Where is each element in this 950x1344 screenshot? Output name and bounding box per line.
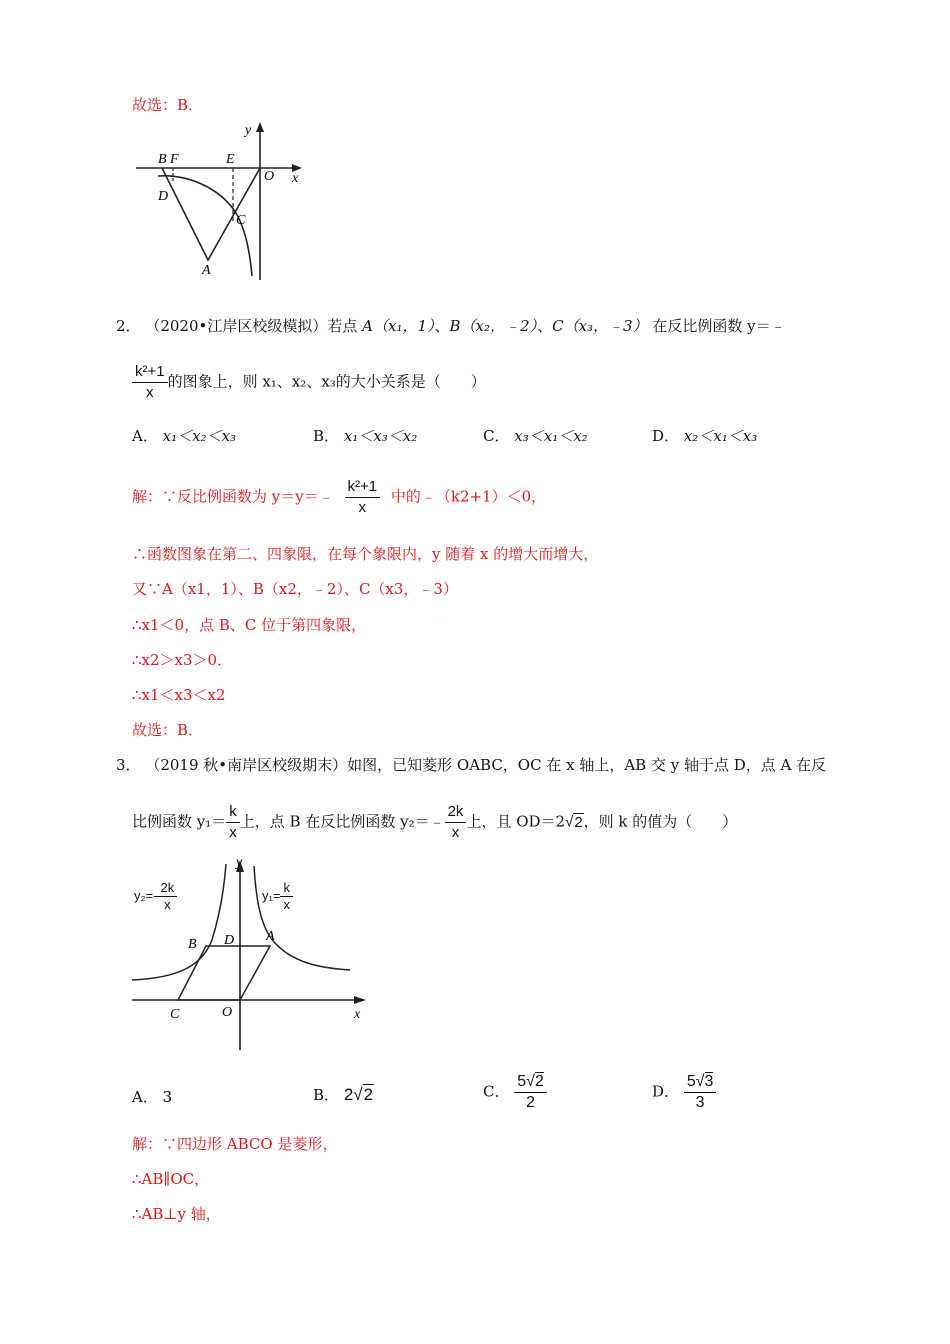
q3-option-a-label: A． <box>132 1088 158 1106</box>
q3-sqrt: √2 <box>565 813 583 831</box>
q2-option-a-label: A． <box>132 427 158 445</box>
q3-option-d <box>652 1072 716 1113</box>
fig2-y1-label: y₁= <box>262 887 281 903</box>
q2-text1: 若点 <box>327 317 358 335</box>
q2-sep2: 、 <box>537 317 553 335</box>
q3-source: （2019 秋•南岸区校级期末） <box>145 756 348 774</box>
q2-option-c-value: x₃＜x₁＜x₂ <box>514 427 588 445</box>
fig1-label-x: x <box>292 171 299 186</box>
q2-option-b-value: x₁＜x₃＜x₂ <box>343 427 418 445</box>
q3-option-c <box>483 1072 547 1113</box>
q2-option-a-value: x₁＜x₂＜x₃ <box>162 427 237 445</box>
q3-f2-num: 2k <box>445 802 467 823</box>
fig2-label-C: C <box>170 1007 180 1022</box>
fig2-y2-den: x <box>164 897 171 912</box>
q3-option-c-den: 2 <box>526 1094 536 1111</box>
q2-text3: 的图象上，则 x₁、x₂、x₃的大小关系是（ ） <box>167 372 486 391</box>
fig2-label-A: A <box>266 929 275 944</box>
fig2-rhombus <box>178 946 270 1000</box>
q3-option-c-frac <box>514 1072 547 1113</box>
fig2-y1-frac <box>280 880 293 913</box>
q3-option-c-label: C． <box>483 1082 510 1101</box>
fig2-y1-num: k <box>280 880 293 897</box>
q3-option-c-rad: 2 <box>534 1073 544 1090</box>
fig1-label-B: B <box>158 152 167 167</box>
q3-option-c-num: 5√2 <box>514 1072 547 1093</box>
q3-solution-line2: ∴AB∥OC， <box>132 1170 210 1188</box>
q2-solution-line3: 又∵A（x1，1）、B（x2，﹣2）、C（x3，﹣3） <box>132 580 458 598</box>
q3-option-b <box>313 1084 374 1105</box>
q2-point-a: A（x₁，1） <box>362 317 435 335</box>
q1-answer: 故选：B． <box>132 96 204 114</box>
q2-frac-den: x <box>146 384 154 401</box>
q2-sol-frac-num: k²+1 <box>345 477 381 498</box>
q3-number: 3． <box>116 756 141 774</box>
q3-option-c-coef: 5 <box>517 1073 527 1090</box>
q3-f1-den: x <box>229 824 237 841</box>
fig1-label-C: C <box>236 213 246 228</box>
q2-frac-num: k²+1 <box>132 362 168 383</box>
q3-frac2 <box>445 802 467 843</box>
q3-text2b: 上，点 B 在反比例函数 y₂＝﹣ <box>239 812 445 831</box>
q3-option-d-coef: 5 <box>686 1073 696 1090</box>
fig2-y1-den: x <box>283 897 290 912</box>
fig1-label-D: D <box>158 189 169 204</box>
q2-point-c: C（x₃，﹣3） <box>552 317 648 335</box>
q3-frac1 <box>226 802 240 843</box>
q3-text2c: 上，且 OD＝2 <box>466 812 566 831</box>
q3-option-d-rad: 3 <box>704 1073 714 1090</box>
fig1-label-F: F <box>170 152 179 167</box>
q2-option-d-label: D． <box>652 427 680 445</box>
fig2-label-B: B <box>188 937 197 952</box>
q2-sep1: 、 <box>434 317 450 335</box>
q3-option-b-coef: 2 <box>343 1085 354 1104</box>
q2-option-d <box>652 425 757 446</box>
q2-solution-line4: ∴x1＜0，点 B、C 位于第四象限， <box>132 616 367 634</box>
q3-solution-line1: 解：∵四边形 ABCO 是菱形， <box>132 1135 338 1153</box>
q3-f2-den: x <box>451 824 460 841</box>
fig2-label-D: D <box>224 933 235 948</box>
q3-text2a: 比例函数 y₁＝ <box>132 812 227 831</box>
fig2-label-x: x <box>354 1007 361 1022</box>
q2-stem-line1 <box>116 315 786 336</box>
q2-option-c-label: C． <box>483 427 510 445</box>
fig2-y1-formula <box>262 880 293 913</box>
q3-option-d-den: 3 <box>695 1094 705 1111</box>
figure-1 <box>128 118 308 284</box>
q3-option-b-rad: 2 <box>363 1085 374 1104</box>
q3-stem-line2 <box>132 802 737 843</box>
q3-option-b-value: 2√2 <box>343 1085 374 1104</box>
q3-stem-line1 <box>116 754 826 775</box>
q2-solution-line1 <box>132 477 546 518</box>
fig2-label-O: O <box>222 1005 233 1020</box>
q2-option-a <box>132 425 236 446</box>
fig1-label-E: E <box>226 152 235 167</box>
q2-solution-line5: ∴x2＞x3＞0． <box>132 651 233 669</box>
q3-option-d-num: 5√3 <box>684 1072 717 1093</box>
fig1-label-A: A <box>202 263 211 278</box>
q2-option-b-label: B． <box>313 427 340 445</box>
q2-number: 2． <box>116 317 141 335</box>
q2-sol-fraction <box>345 477 381 518</box>
fig2-y2-formula <box>134 880 177 913</box>
q2-fraction <box>132 362 168 403</box>
fig2-label-y: y <box>236 855 243 870</box>
q2-solution-line6: ∴x1＜x3＜x2 <box>132 686 226 704</box>
q3-option-d-label: D． <box>652 1082 680 1101</box>
fig2-y2-num: 2k <box>157 880 177 897</box>
fig1-label-y: y <box>245 123 252 138</box>
q2-stem-line2 <box>132 362 486 403</box>
q3-option-b-label: B． <box>313 1086 340 1104</box>
fig2-y2-label: y₂=- <box>134 887 158 903</box>
q2-solution-line2: ∴函数图象在第二、四象限，在每个象限内，y 随着 x 的增大而增大， <box>132 545 599 563</box>
q2-solution-line7: 故选：B． <box>132 721 204 739</box>
q3-text2d: ，则 k 的值为（ ） <box>583 812 738 831</box>
q2-sol-l1b: 中的﹣（k2+1）＜0， <box>390 487 547 506</box>
q2-option-d-value: x₂＜x₁＜x₃ <box>683 427 758 445</box>
q2-sol-l1a: 解：∵反比例函数为 y＝y＝﹣ <box>132 487 334 506</box>
q3-solution-line3: ∴AB⊥y 轴， <box>132 1205 221 1223</box>
q2-sol-frac-den: x <box>358 499 367 516</box>
q3-sqrt-val: 2 <box>574 813 583 831</box>
q2-option-b <box>313 425 417 446</box>
q3-f1-num: k <box>226 802 240 823</box>
q2-text2: 在反比例函数 y＝﹣ <box>652 317 786 335</box>
q3-option-a-value: 3 <box>162 1088 173 1106</box>
fig2-y2-frac <box>157 880 177 913</box>
q3-text1: 如图，已知菱形 OABC，OC 在 x 轴上，AB 交 y 轴于点 D，点 A 在反 <box>347 756 827 774</box>
fig1-label-O: O <box>264 169 275 184</box>
q3-option-d-frac <box>684 1072 717 1113</box>
q2-point-b: B（x₂，﹣2） <box>449 317 538 335</box>
q2-source: （2020•江岸区校级模拟） <box>145 317 328 335</box>
q3-option-a <box>132 1086 172 1107</box>
q2-option-c <box>483 425 588 446</box>
